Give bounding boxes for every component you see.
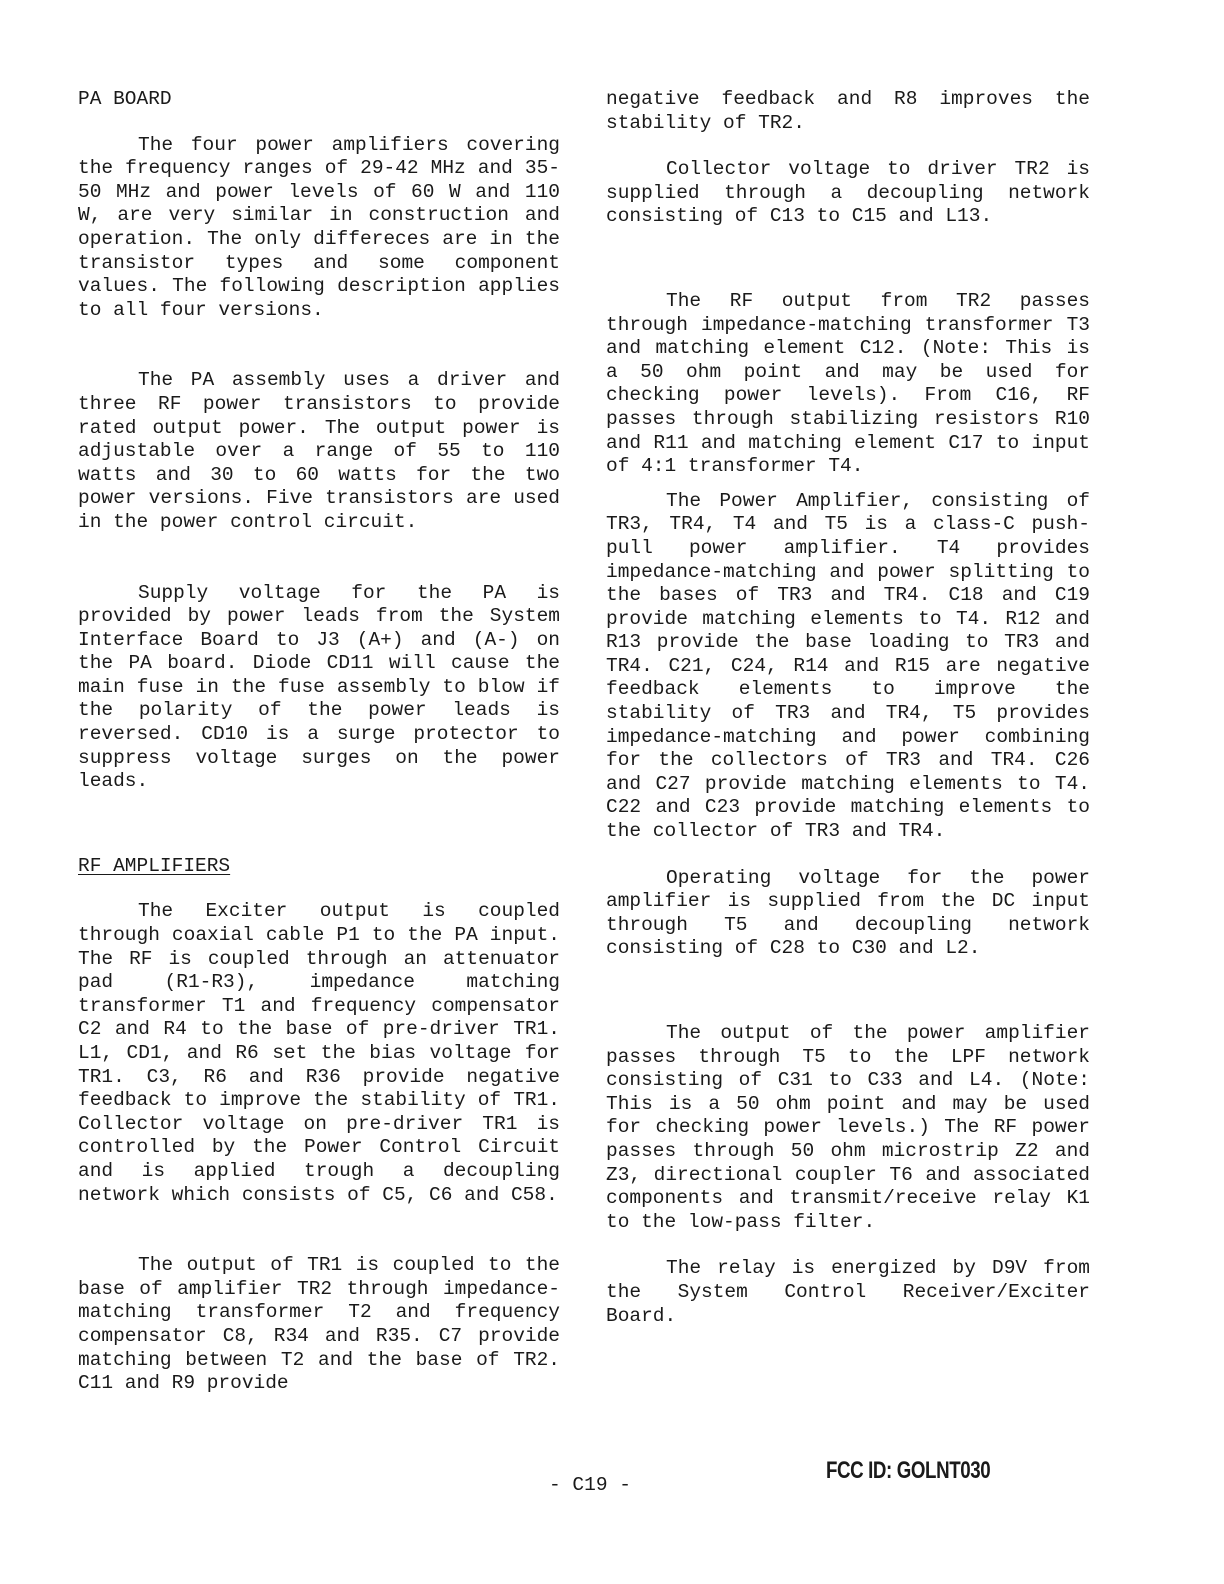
fcc-id-label: FCC ID: GOLNT030 (826, 1457, 991, 1484)
paragraph-collector-voltage: Collector voltage to driver TR2 is supplied through a decoupling network consisting of C13 to C15 and L13. (606, 158, 1090, 228)
paragraph-relay: The relay is energized by D9V from the System Control Receiver/Exciter Board. (606, 1257, 1090, 1327)
paragraph-supply-voltage: Supply voltage for the PA is provided by power leads from the System Interface Board to J3 (A+) and (A-) on the PA board. Diode CD11 will cause the main fuse in the fuse assembly to blow if the polarity of the power leads is reversed. CD10 is a surge protector to suppress voltage surges on the power leads. (78, 581, 560, 793)
paragraph-pa-assembly: The PA assembly uses a driver and three RF power transistors to provide rated output power. The output power is adjustable over a range of 55 to 110 watts and 30 to 60 watts for the two power versions. Five transistors are used in the power control circuit. (78, 369, 560, 533)
paragraph-rf-output-tr2: The RF output from TR2 passes through impedance-matching transformer T3 and matching element C12. (Note: This is a 50 ohm point and may be used for checking power levels). From C16, RF passes through stabilizing resistors R10 and R11 and matching element C17 to input of 4:1 transformer T4. (606, 289, 1090, 478)
heading-rf-amplifiers: RF AMPLIFIERS (78, 854, 231, 877)
paragraph-power-amplifier-output: The output of the power amplifier passes through T5 to the LPF network consisting of C31 to C33 and L4. (Note: This is a 50 ohm point and may be used for checking power levels.) The RF power passes through 50 ohm microstrip Z2 and Z3, directional coupler T6 and associated components and transmit/receive relay K1 to the low-pass filter. (606, 1022, 1090, 1233)
paragraph-power-amplifier: The Power Amplifier, consisting of TR3, TR4, T4 and T5 is a class-C push-pull power amplifier. T4 provides impedance-matching and power splitting to the bases of TR3 and TR4. C18 and C19 provide matching elements to T4. R12 and R13 provide the base loading to TR3 and TR4. C21, C24, R14 and R15 are negative feedback elements to improve the stability of TR3 and TR4, T5 provides impedance-matching and power combining for the collectors of TR3 and TR4. C26 and C27 provide matching elements to T4. C22 and C23 provide matching elements to the collector of TR3 and TR4. (606, 489, 1090, 843)
right-column (606, 88, 1090, 1351)
page-number: - C19 - (549, 1474, 631, 1496)
paragraph-operating-voltage: Operating voltage for the power amplifier is supplied from the DC input through T5 and decoupling network consisting of C28 to C30 and L2. (606, 866, 1090, 960)
paragraph-pa-overview: The four power amplifiers covering the frequency ranges of 29-42 MHz and 35-50 MHz and power levels of 60 W and 110 W, are very similar in construction and operation. The only differeces are in the transistor types and some component values. The following description applies to all four versions. (78, 133, 560, 321)
paragraph-tr1-output: The output of TR1 is coupled to the base of amplifier TR2 through impedance-matching transformer T2 and frequency compensator C8, R34 and R35. C7 provide matching between T2 and the base of TR2. C11 and R9 provide (78, 1254, 560, 1395)
heading-pa-board: PA BOARD (78, 88, 172, 110)
paragraph-negative-feedback: negative feedback and R8 improves the stability of TR2. (606, 88, 1090, 134)
left-column (78, 88, 560, 1419)
paragraph-exciter-output: The Exciter output is coupled through coaxial cable P1 to the PA input. The RF is coupled through an attenuator pad (R1-R3), impedance matching transformer T1 and frequency compensator C2 and R4 to the base of pre-driver TR1. L1, CD1, and R6 set the bias voltage for TR1. C3, R6 and R36 provide negative feedback to improve the stability of TR1. Collector voltage on pre-driver TR1 is controlled by the Power Control Circuit and is applied trough a decoupling network which consists of C5, C6 and C58. (78, 900, 560, 1206)
